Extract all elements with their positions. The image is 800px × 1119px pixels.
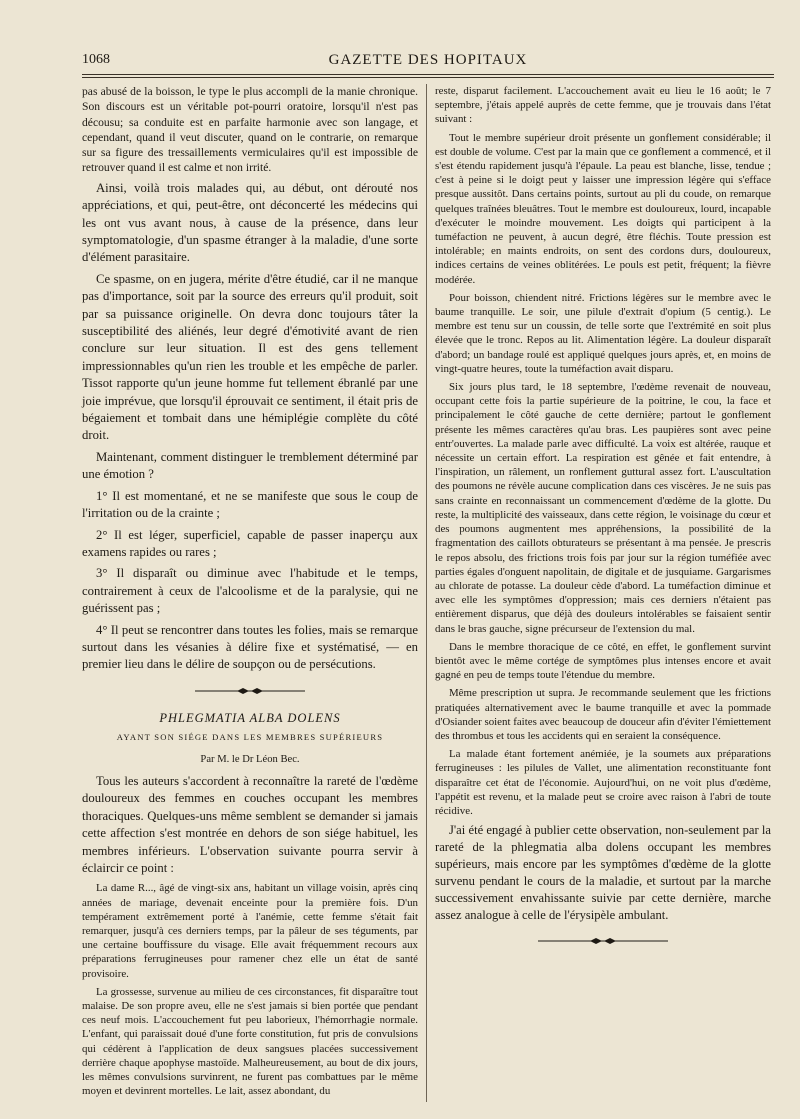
observation-continued — [435, 84, 771, 818]
paragraph: Ainsi, voilà trois malades qui, au début, ont dérouté nos appréciations, et qui, peut-être, ont déconcerté les médecins qui les ont vus avant nous, à cause de la présence, dans leur symptomatologie, d'un spasme étranger à la maladie, d'une sorte d'élément parasitaire. — [82, 180, 418, 265]
paragraph: La dame R..., âgé de vingt-six ans, habitant un village voisin, après cinq années de mariage, devenait enceinte pour la première fois. D'un tempérament extrêmement porté à l'anémie, cette femme s'était fait remarquer, jusqu'à ces derniers temps, par la pâleur de ses téguments, par une certaine bouffissure du visage. Elle avait fréquemment recours aux préparations ferrugineuses pour ramener chez elle un état de santé provisoire. — [82, 882, 418, 980]
paragraph: Six jours plus tard, le 18 septembre, l'œdème revenait de nouveau, occupant cette fois la partie supérieure de la poitrine, le cou, la face et principalement le côté gauche de cette dernière; partout le gonflement présente les mêmes caractères qu'au bras. Les paupières sont avec peine entr'ouvertes. La malade parle avec difficulté. La voix est altérée, rauque et nécessite un certain effort. La respiration est gênée et fait entendre, à l'inspiration, un râlement, un ronflement guttural assez fort. L'auscultation des poumons ne révèle aucune complication dans ces viscères. Je ne suis pas sans crainte en reconnaissant un commencement d'œdème de la glotte. Du reste, la multiplicité des vaisseaux, dans cette région, le voisinage du cœur et des poumons augmentent mes appréhensions, la possibilité de la fragmentation des caillots obturateurs se présentant à ma pensée. Je prescris le repos absolu, des frictions trois fois par jour sur la région tuméfiée avec parties égales d'onguent napolitain, de digitale et de jusquiame. Gargarismes au chlorate de potasse. La douleur cède d'abord. La tuméfaction diminue et avec elle les symptômes d'oppression; mais ces derniers n'étaient pas entièrement disparus, que déjà des douleurs intolérables se faisaient sentir dans le bras gauche, signe précurseur de l'extension du mal. — [435, 381, 771, 635]
ornament-icon — [195, 687, 305, 695]
ornament-divider — [82, 684, 418, 699]
paragraph: Ce spasme, on en jugera, mérite d'être étudié, car il ne manque pas d'importance, soit par la source des erreurs qu'il produit, soit par sa puissance originelle. On devra donc toujours tâter la susceptibilité des aliénés, leur degré d'émotivité avant de rien conclure sur leur situation. Il est des gens tellement impressionnables qu'un rien les trouble et les empêche de parler. Tissot rapporte qu'un jeune homme fut tellement ébranlé par une joie imprévue, que lorsqu'il éprouvait ce sentiment, il était pris de bégaiement et tombait dans une hémiplégie complète du côté droit. — [82, 271, 418, 443]
observation-section — [82, 881, 418, 1098]
paragraph: Dans le membre thoracique de ce côté, en effet, le gonflement survint bientôt avec le même cortége de symptômes plus intenses encore et avait gagné en peu de temps toute l'étendue du membre. — [435, 640, 771, 682]
list-item: 4° Il peut se rencontrer dans toutes les folies, mais se remarque surtout dans les vésanies à délire fixe et systématisé, — en premier lieu dans le délire de soupçon ou de persécutions. — [82, 622, 418, 672]
closing-section — [435, 822, 771, 924]
continued-paragraph: pas abusé de la boisson, le type le plus accompli de la manie chronique. Son discours est un véritable pot-pourri oratoire, lorsqu'il n'est pas décousu; sa conduite est en parfaite harmonie avec son langage, et cependant, quand il veut discuter, quand on le contrarie, on remarque sur sa figure des tressaillements vermiculaires qu'il est impossible de retrouver quand il est calme et non irrité. — [82, 85, 418, 175]
paragraph: La grossesse, survenue au milieu de ces circonstances, fit disparaître tout malaise. De son propre aveu, elle ne s'est jamais si bien portée que pendant ces neuf mois. L'accouchement fut peu laborieux, l'hémorrhagie normale. L'enfant, qui paraissait doué d'une forte constitution, fut pris de convulsions qui cédèrent à l'application de deux sangsues placées successivement derrière chaque apophyse mastoïde. Malheureusement, au bout de dix jours, les mêmes convulsions survinrent, ne furent pas combattues par le même moyen et devinrent mortelles. Le lait, assez abondant, du — [82, 985, 418, 1098]
paragraph: La malade étant fortement anémiée, je la soumets aux préparations ferrugineuses : les pilules de Vallet, une alimentation reconstituante font disparaître cet état de l'économie. Aujourd'hui, on ne voit plus d'œdème, l'appétit est revenu, et la malade peut se croire avec raison à l'abri de toute récidive. — [435, 748, 771, 817]
page-number: 1068 — [82, 52, 110, 67]
journal-title: GAZETTE DES HOPITAUX — [328, 52, 528, 68]
header-rule — [82, 74, 774, 78]
list-item: 1° Il est momentané, et ne se manifeste que sous le coup de l'irritation ou de la crainte ; — [82, 488, 418, 521]
article-intro — [82, 773, 418, 877]
ornament-icon — [538, 937, 668, 945]
right-column — [426, 84, 771, 1102]
paragraph: Tous les auteurs s'accordent à reconnaître la rareté de l'œdème douloureux des femmes en couches occupant les membres thoraciques. Quelques-uns même semblent se demander si jamais cette affection s'est montrée en dehors de son siége habituel, les membres inférieurs. L'observation suivante pourra servir à éclaircir ce point : — [82, 773, 418, 875]
closing-paragraph: J'ai été engagé à publier cette observation, non-seulement par la rareté de la phlegmatia alba dolens occupant les membres supérieurs, mais encore par les symptômes d'œdème de la glotte survenu pendant le cours de la maladie, et surtout par la marche successivement envahissante suivie par cette dernière, marche assez analogue à celle de l'érysipèle ambulant. — [435, 823, 771, 923]
two-column-body — [82, 84, 774, 1102]
article-title: PHLEGMATIA ALBA DOLENS — [159, 711, 341, 726]
left-column — [82, 84, 426, 1102]
paragraph: Pour boisson, chiendent nitré. Frictions légères sur le membre avec le baume tranquille. Le soir, une pilule d'extrait d'opium (5 centig.). Le membre est tenu sur un coussin, de telle sorte que l'extrémité en soit plus élevée que le tronc. Repos au lit. Alimentation légère. La douleur disparaît d'abord; un bandage roulé est appliqué quelques jours après, et, en moins de vingt-quatre heures, toute la tuméfaction avait disparu. — [435, 291, 771, 375]
paragraph: Tout le membre supérieur droit présente un gonflement considérable; il est double de volume. C'est par la main que ce gonflement a commencé, et il s'est étendu rapidement jusqu'à l'épaule. La peau est blanche, lisse, tendue ; c'est à peine si le doigt peut y laisser une impression légère qui s'efface presque aussitôt. Dans certains points, surtout au pli du coude, on remarque quelques traînées bleuâtres. Tout le membre est douloureux, lourd, incapable d'exécuter le moindre mouvement. Les doigts qui participent à la tuméfaction ne peuvent, à aucun degré, être fléchis. Toute pression est intolérable; en maints endroits, on sent des cordons durs, douloureux, indices certains de veines oblitérées. Le pouls est petit, fréquent; la fièvre modérée. — [435, 131, 771, 286]
page-header — [82, 40, 774, 74]
list-item: 3° Il disparaît ou diminue avec l'habitude et le temps, contrairement à ceux de l'alcoolisme et de la paralysie, qui ne guérissent pas ; — [82, 566, 418, 616]
paragraph: Maintenant, comment distinguer le tremblement déterminé par une émotion ? — [82, 449, 418, 482]
article-subtitle: AYANT SON SIÉGE DANS LES MEMBRES SUPÉRIEURS — [116, 732, 384, 743]
end-ornament-divider — [435, 934, 771, 949]
paragraph: Même prescription ut supra. Je recommande seulement que les frictions pratiquées alternativement avec le baume tranquille et avec la pommade d'Osiander soient faites avec beaucoup de douceur afin d'éviter l'émiettement des thrombus et tous les accidents qui en seraient la conséquence. — [435, 687, 771, 742]
list-item: 2° Il est léger, superficiel, capable de passer inaperçu aux examens rapides ou rares ; — [82, 527, 418, 559]
paragraph: reste, disparut facilement. L'accouchement avait eu lieu le 16 août; le 7 septembre, j'étais appelé auprès de cette femme, que je trouvais dans l'état suivant : — [435, 85, 771, 126]
article-author: Par M. le Dr Léon Bec. — [200, 753, 300, 765]
discussion-section — [82, 180, 418, 674]
